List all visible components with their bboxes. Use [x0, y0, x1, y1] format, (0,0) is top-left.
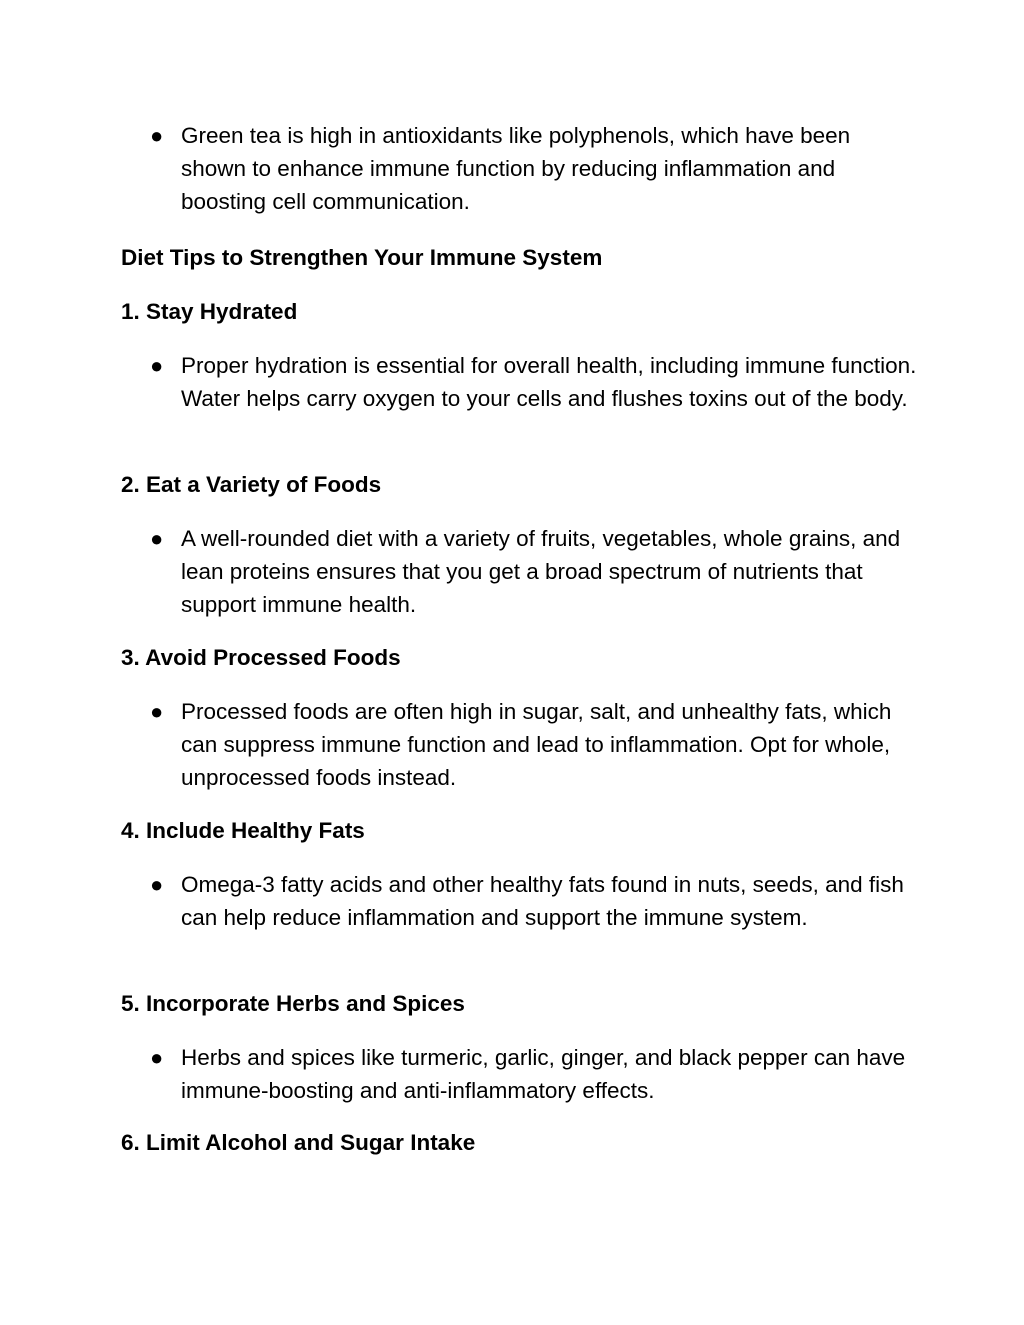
- tip-bullet-item: [150, 868, 920, 934]
- bullet-icon: ●: [150, 699, 164, 724]
- tip-bullet-text: Proper hydration is essential for overall health, including immune function. Water helps carry oxygen to your cells and flushes toxins out of the body.: [181, 353, 917, 412]
- bullet-icon: ●: [150, 1045, 164, 1070]
- tip-heading-limit-alcohol-sugar: 6. Limit Alcohol and Sugar Intake: [121, 1130, 476, 1155]
- tip-bullet-item: [150, 349, 920, 415]
- bullet-icon: ●: [150, 872, 164, 897]
- tip-bullet-text: A well-rounded diet with a variety of fruits, vegetables, whole grains, and lean proteins ensures that you get a broad spectrum of nutrients that support immune health.: [181, 526, 901, 618]
- tip-heading-herbs-and-spices: 5. Incorporate Herbs and Spices: [121, 991, 465, 1016]
- tip-bullet-item: [150, 522, 920, 622]
- bullet-icon: ●: [150, 123, 164, 148]
- section-title: Diet Tips to Strengthen Your Immune System: [121, 245, 603, 270]
- intro-bullet-item: [150, 119, 920, 219]
- tip-heading-avoid-processed-foods: 3. Avoid Processed Foods: [121, 645, 401, 670]
- tip-bullet-text: Processed foods are often high in sugar, salt, and unhealthy fats, which can suppress immune function and lead to inflammation. Opt for whole, unprocessed foods instead.: [181, 699, 892, 791]
- bullet-icon: ●: [150, 526, 164, 551]
- tip-bullet-item: [150, 695, 920, 795]
- tip-bullet-item: [150, 1041, 920, 1107]
- tip-heading-variety-of-foods: 2. Eat a Variety of Foods: [121, 472, 382, 497]
- bullet-icon: ●: [150, 353, 164, 378]
- tip-heading-healthy-fats: 4. Include Healthy Fats: [121, 818, 365, 843]
- tip-bullet-text: Omega-3 fatty acids and other healthy fats found in nuts, seeds, and fish can help reduce inflammation and support the immune system.: [181, 872, 904, 931]
- tip-heading-stay-hydrated: 1. Stay Hydrated: [121, 299, 298, 324]
- intro-bullet-text: Green tea is high in antioxidants like polyphenols, which have been shown to enhance immune function by reducing inflammation and boosting cell communication.: [181, 123, 851, 215]
- tip-bullet-text: Herbs and spices like turmeric, garlic, ginger, and black pepper can have immune-boosting and anti-inflammatory effects.: [181, 1045, 906, 1104]
